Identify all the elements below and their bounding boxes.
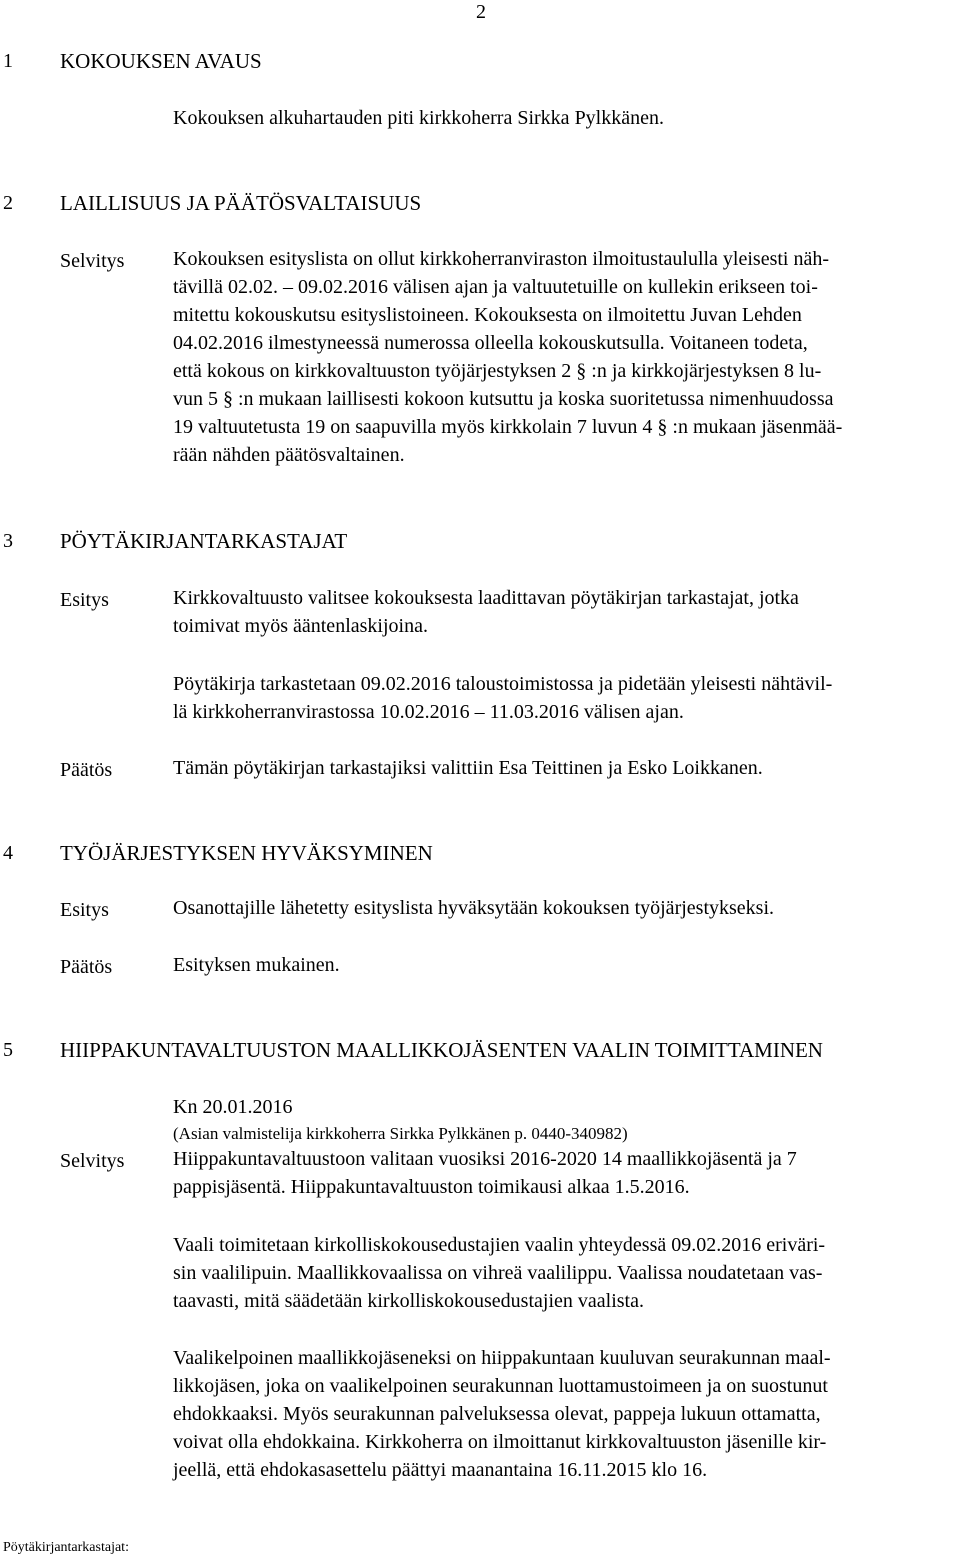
text-line: voivat olla ehdokkaina. Kirkkoherra on ilmoittanut kirkkovaltuuston jäsenille kir- bbox=[173, 1431, 827, 1453]
text-line: Kirkkovaltuusto valitsee kokouksesta laadittavan pöytäkirjan tarkastajat, jotka bbox=[173, 587, 799, 609]
text-line: mitettu kokouskutsu esityslistoineen. Kokouksesta on ilmoitettu Juvan Lehden bbox=[173, 304, 802, 326]
section-2-paragraph bbox=[173, 245, 955, 469]
text-line: Kokouksen esityslista on ollut kirkkoherranviraston ilmoitustaululla yleisesti näh- bbox=[173, 248, 830, 270]
text-line: lä kirkkoherranvirastossa 10.02.2016 – 11.03.2016 välisen ajan. bbox=[173, 701, 684, 723]
text-line: että kokous on kirkkovaltuuston työjärjestyksen 2 § :n ja kirkkojärjestyksen 8 lu- bbox=[173, 360, 822, 382]
text-line: Vaalikelpoinen maallikkojäseneksi on hiippakuntaan kuuluvan seurakunnan maal- bbox=[173, 1347, 831, 1369]
section-4-decision bbox=[173, 951, 955, 979]
esitys-label: Esitys bbox=[60, 899, 109, 921]
paatos-label: Päätös bbox=[60, 956, 113, 978]
section-2-number: 2 bbox=[3, 192, 13, 214]
text-line: pappisjäsentä. Hiippakuntavaltuuston toimikausi alkaa 1.5.2016. bbox=[173, 1176, 690, 1198]
section-5-paragraph-2 bbox=[173, 1231, 955, 1315]
section-1-number: 1 bbox=[3, 50, 13, 72]
section-4-title: TYÖJÄRJESTYKSEN HYVÄKSYMINEN bbox=[60, 841, 433, 865]
footer-label: Pöytäkirjantarkastajat: bbox=[3, 1540, 129, 1555]
preparer-line: (Asian valmistelija kirkkoherra Sirkka Pylkkänen p. 0440-340982) bbox=[173, 1124, 628, 1143]
text-line: likkojäsen, joka on vaalikelpoinen seurakunnan luottamustoimeen ja on suostunut bbox=[173, 1375, 828, 1397]
selvitys-label: Selvitys bbox=[60, 1150, 125, 1172]
text-line: Hiippakuntavaltuustoon valitaan vuosiksi 2016-2020 14 maallikkojäsentä ja 7 bbox=[173, 1148, 797, 1170]
section-3-decision bbox=[173, 754, 955, 782]
section-5-paragraph-3 bbox=[173, 1344, 955, 1484]
section-1-paragraph bbox=[173, 104, 955, 132]
text-line: Esityksen mukainen. bbox=[173, 954, 340, 976]
text-line: 04.02.2016 ilmestyneessä numerossa olleella kokouskutsulla. Voitaneen todeta, bbox=[173, 332, 808, 354]
text-line: jeellä, että ehdokasasettelu päättyi maanantaina 16.11.2015 klo 16. bbox=[173, 1459, 708, 1481]
text-line: Osanottajille lähetetty esityslista hyväksytään kokouksen työjärjestykseksi. bbox=[173, 897, 774, 919]
selvitys-label: Selvitys bbox=[60, 250, 125, 272]
section-1-title: KOKOUKSEN AVAUS bbox=[60, 49, 262, 73]
text-line: taavasti, mitä säädetään kirkolliskokousedustajien vaalista. bbox=[173, 1290, 644, 1312]
text-line: 19 valtuutetusta 19 on saapuvilla myös kirkkolain 7 luvun 4 § :n mukaan jäsenmää- bbox=[173, 416, 843, 438]
text-line: toimivat myös ääntenlaskijoina. bbox=[173, 615, 428, 637]
section-2-title: LAILLISUUS JA PÄÄTÖSVALTAISUUS bbox=[60, 191, 422, 215]
text-line: tävillä 02.02. – 09.02.2016 välisen ajan ja valtuutetuille on kullekin erikseen toi- bbox=[173, 276, 818, 298]
reference-line: Kn 20.01.2016 bbox=[173, 1096, 293, 1118]
esitys-label: Esitys bbox=[60, 589, 109, 611]
text-line: Vaali toimitetaan kirkolliskokousedustajien vaalin yhteydessä 09.02.2016 eriväri- bbox=[173, 1234, 826, 1256]
text-line: vun 5 § :n mukaan laillisesti kokoon kutsuttu ja koska suoritetussa nimenhuudossa bbox=[173, 388, 834, 410]
section-3-title: PÖYTÄKIRJANTARKASTAJAT bbox=[60, 529, 348, 553]
section-4-proposal bbox=[173, 894, 955, 922]
text-line: sin vaalilipuin. Maallikkovaalissa on vihreä vaalilippu. Vaalissa noudatetaan vas- bbox=[173, 1262, 823, 1284]
text-line: Tämän pöytäkirjan tarkastajiksi valittiin Esa Teittinen ja Esko Loikkanen. bbox=[173, 757, 763, 779]
text-line: rään nähden päätösvaltainen. bbox=[173, 444, 405, 466]
text-line: Pöytäkirja tarkastetaan 09.02.2016 taloustoimistossa ja pidetään yleisesti nähtävil- bbox=[173, 673, 833, 695]
section-3-paragraph-2 bbox=[173, 670, 955, 726]
section-3-number: 3 bbox=[3, 530, 13, 552]
text-line: Kokouksen alkuhartauden piti kirkkoherra Sirkka Pylkkänen. bbox=[173, 107, 664, 129]
section-5-paragraph-1 bbox=[173, 1145, 955, 1201]
page-number: 2 bbox=[476, 1, 486, 23]
section-5-title: HIIPPAKUNTAVALTUUSTON MAALLIKKOJÄSENTEN VAALIN TOIMITTAMINEN bbox=[60, 1038, 823, 1062]
section-3-paragraph-1 bbox=[173, 584, 955, 640]
text-line: ehdokkaaksi. Myös seurakunnan palveluksessa olevat, pappeja lukuun ottamatta, bbox=[173, 1403, 821, 1425]
section-5-number: 5 bbox=[3, 1039, 13, 1061]
paatos-label: Päätös bbox=[60, 759, 113, 781]
section-4-number: 4 bbox=[3, 842, 13, 864]
